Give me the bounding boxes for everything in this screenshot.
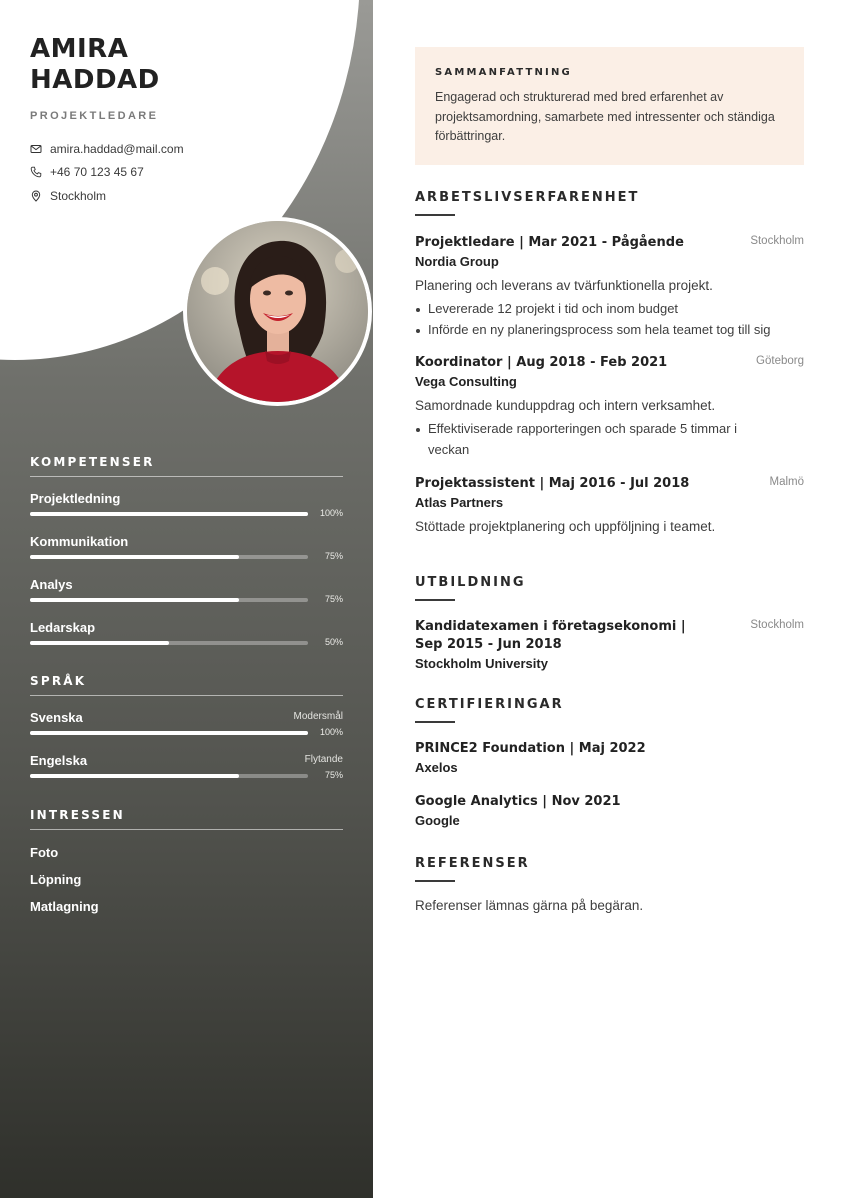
language-item <box>30 753 343 796</box>
summary-heading: SAMMANFATTNING <box>435 67 572 78</box>
skill-label: Projektledning <box>30 491 121 506</box>
skill-bar <box>30 555 308 559</box>
interests-list <box>30 845 343 926</box>
location-pin-icon <box>30 190 42 202</box>
phone-text: +46 70 123 45 67 <box>50 165 144 180</box>
section-divider <box>415 880 455 882</box>
email-text: amira.haddad@mail.com <box>50 141 184 156</box>
contact-email <box>30 137 330 161</box>
bullet-item: Införde en ny planeringsprocess som hela teamet tog till sig <box>415 320 804 341</box>
language-bar-fill <box>30 731 308 735</box>
languages-section <box>30 674 343 796</box>
experience-heading: ARBETSLIVSERFARENHET <box>415 190 640 205</box>
name-last: HADDAD <box>30 65 160 95</box>
experience-item <box>415 354 804 460</box>
skill-bar <box>30 641 308 645</box>
mail-icon <box>30 143 42 155</box>
experience-title: Projektassistent | Maj 2016 - Jul 2018 <box>415 476 690 491</box>
skill-percent: 75% <box>324 594 343 604</box>
skills-list <box>30 491 343 663</box>
phone-icon <box>30 166 42 178</box>
skill-bar-fill <box>30 641 169 645</box>
section-divider <box>415 721 455 723</box>
education-section <box>415 575 804 671</box>
section-divider <box>415 599 455 601</box>
skill-label: Analys <box>30 577 73 592</box>
experience-location: Göteborg <box>756 355 804 367</box>
certifications-section <box>415 697 804 828</box>
experience-title: Koordinator | Aug 2018 - Feb 2021 <box>415 355 668 370</box>
experience-section <box>415 190 804 534</box>
language-proficiency: Flytande <box>304 754 343 765</box>
contact-phone <box>30 161 330 185</box>
experience-bullets <box>415 299 804 340</box>
language-proficiency: Modersmål <box>293 711 343 722</box>
experience-org: Atlas Partners <box>415 495 504 510</box>
location-text: Stockholm <box>50 188 107 203</box>
language-label: Engelska <box>30 753 88 768</box>
header <box>30 34 330 208</box>
interests-section <box>30 808 343 926</box>
skill-percent: 100% <box>319 508 343 518</box>
experience-location: Malmö <box>769 476 804 488</box>
skill-item <box>30 577 343 620</box>
profile-photo <box>183 217 372 406</box>
experience-desc: Samordnade kunduppdrag och intern verksamhet. <box>415 398 716 413</box>
skill-item <box>30 491 343 534</box>
language-bar <box>30 731 308 735</box>
certification-item <box>415 793 804 828</box>
experience-bullets <box>415 419 775 460</box>
experience-desc: Planering och leverans av tvärfunktionella projekt. <box>415 278 713 293</box>
summary-text: Engagerad och strukturerad med bred erfarenhet av projektsamordning, samarbete med intressenter och ständiga förbättringar. <box>435 90 775 143</box>
skill-label: Kommunikation <box>30 534 129 549</box>
education-item <box>415 618 804 671</box>
skill-bar-fill <box>30 598 239 602</box>
interest-item: Matlagning <box>30 899 99 914</box>
references-heading: REFERENSER <box>415 856 530 871</box>
language-bar-fill <box>30 774 239 778</box>
experience-org: Vega Consulting <box>415 374 517 389</box>
languages-list <box>30 710 343 796</box>
certifications-heading: CERTIFIERINGAR <box>415 697 564 712</box>
education-heading: UTBILDNING <box>415 575 526 590</box>
bullet-item: Effektiviserade rapporteringen och sparade 5 timmar i veckan <box>415 419 775 460</box>
skills-heading: KOMPETENSER <box>30 455 343 477</box>
certification-title: PRINCE2 Foundation | Maj 2022 <box>415 741 646 756</box>
bullet-item: Levererade 12 projekt i tid och inom budget <box>415 299 804 320</box>
certification-item <box>415 740 804 775</box>
experience-org: Nordia Group <box>415 254 499 269</box>
language-percent: 100% <box>319 727 343 737</box>
contact-location <box>30 184 330 208</box>
certification-title: Google Analytics | Nov 2021 <box>415 794 621 809</box>
section-divider <box>415 214 455 216</box>
skill-bar-fill <box>30 512 308 516</box>
summary-box <box>415 47 804 165</box>
experience-item <box>415 475 804 534</box>
skill-bar <box>30 512 308 516</box>
skills-section <box>30 455 343 663</box>
language-bar <box>30 774 308 778</box>
skill-label: Ledarskap <box>30 620 96 635</box>
job-title: PROJEKTLEDARE <box>30 110 159 122</box>
skill-percent: 50% <box>324 637 343 647</box>
skill-item <box>30 620 343 663</box>
contact-list <box>30 137 330 208</box>
language-label: Svenska <box>30 710 83 725</box>
references-section <box>415 856 804 913</box>
skill-item <box>30 534 343 577</box>
references-text: Referenser lämnas gärna på begäran. <box>415 898 644 913</box>
name-first: AMIRA <box>30 34 129 64</box>
interest-item: Löpning <box>30 872 82 887</box>
certification-org: Axelos <box>415 760 458 775</box>
experience-desc: Stöttade projektplanering och uppföljning i teamet. <box>415 519 716 534</box>
education-title: Kandidatexamen i företagsekonomi | Sep 2015 - Jun 2018 <box>415 619 686 652</box>
certification-org: Google <box>415 813 460 828</box>
language-percent: 75% <box>324 770 343 780</box>
languages-heading: SPRÅK <box>30 674 343 696</box>
interests-heading: INTRESSEN <box>30 808 343 830</box>
skill-bar <box>30 598 308 602</box>
interest-item: Foto <box>30 845 59 860</box>
experience-title: Projektledare | Mar 2021 - Pågående <box>415 235 684 250</box>
skill-bar-fill <box>30 555 239 559</box>
language-item <box>30 710 343 753</box>
experience-location: Stockholm <box>750 235 804 247</box>
sidebar <box>0 0 373 1198</box>
skill-percent: 75% <box>324 551 343 561</box>
experience-item <box>415 234 804 340</box>
education-org: Stockholm University <box>415 656 548 671</box>
education-location: Stockholm <box>750 619 804 631</box>
